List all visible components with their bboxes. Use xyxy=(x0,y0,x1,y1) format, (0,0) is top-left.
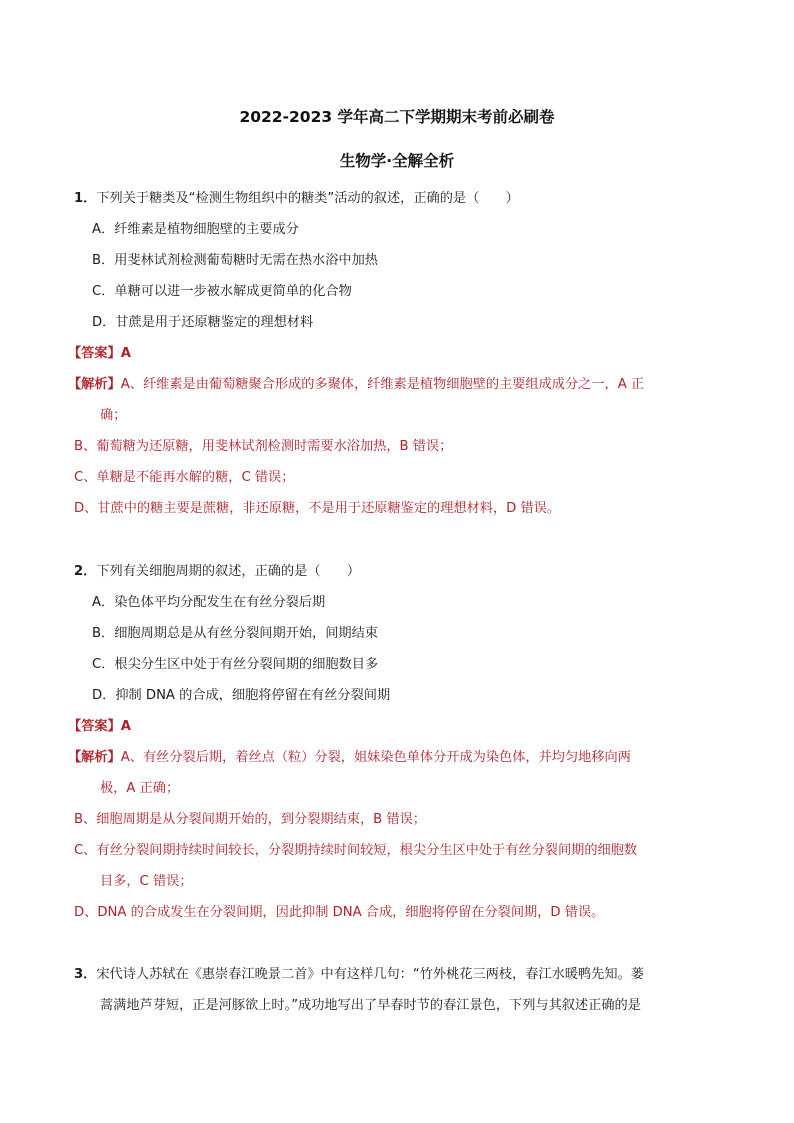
analysis-text: A、纤维素是由葡萄糖聚合形成的多聚体，纤维素是植物细胞壁的主要组成成分之一，A 正 xyxy=(120,377,645,392)
question-2-option-a: A．染色体平均分配发生在有丝分裂后期 xyxy=(92,595,326,610)
analysis-text: A、有丝分裂后期，着丝点（粒）分裂，姐妹染色单体分开成为染色体，并均匀地移向两 xyxy=(120,750,631,765)
question-2-option-b: B．细胞周期总是从有丝分裂间期开始，间期结束 xyxy=(92,626,378,641)
page-title: 2022-2023 学年高二下学期期末考前必刷卷 xyxy=(239,108,555,126)
answer-value: A xyxy=(120,346,131,361)
question-1-analysis-line-5: D、甘蔗中的糖主要是蔗糖，非还原糖，不是用于还原糖鉴定的理想材料，D 错误。 xyxy=(74,501,561,516)
analysis-label: 【解析】 xyxy=(68,377,121,392)
question-3-stem-line-1 xyxy=(74,963,644,982)
question-2-option-c: C．根尖分生区中处于有丝分裂间期的细胞数目多 xyxy=(92,657,379,672)
question-2-number: 2． xyxy=(74,564,97,579)
question-2-analysis-line-3: B、细胞周期是从分裂间期开始的，到分裂期结束，B 错误； xyxy=(74,812,426,827)
question-2-option-d: D．抑制 DNA 的合成，细胞将停留在有丝分裂间期 xyxy=(92,688,391,703)
question-2-answer xyxy=(68,715,131,734)
question-1-analysis-line-3: B、葡萄糖为还原糖，用斐林试剂检测时需要水浴加热，B 错误； xyxy=(74,439,453,454)
question-2-analysis-line-4: C、有丝分裂间期持续时间较长，分裂期持续时间较短，根尖分生区中处于有丝分裂间期的细胞数 xyxy=(74,843,638,858)
question-1-option-c: C．单糖可以进一步被水解成更简单的化合物 xyxy=(92,284,352,299)
question-1-answer xyxy=(68,342,131,361)
question-2-analysis-line-6: D、DNA 的合成发生在分裂间期，因此抑制 DNA 合成，细胞将停留在分裂间期，D 错误。 xyxy=(74,905,605,920)
page-subtitle: 生物学·全解全析 xyxy=(339,152,455,170)
question-1-option-a: A．纤维素是植物细胞壁的主要成分 xyxy=(92,222,299,237)
question-1-analysis-line-1 xyxy=(68,373,644,392)
question-2-analysis-line-5: 目多，C 错误； xyxy=(100,874,193,889)
analysis-label: 【解析】 xyxy=(68,750,121,765)
question-1-option-d: D．甘蔗是用于还原糖鉴定的理想材料 xyxy=(92,315,314,330)
answer-label: 【答案】 xyxy=(68,719,121,734)
question-2-stem xyxy=(74,560,360,579)
question-3-stem-line-2: 蒿满地芦芽短，正是河豚欲上时。”成功地写出了早春时节的春江景色，下列与其叙述正确的是 xyxy=(100,998,641,1013)
question-1-stem xyxy=(74,187,519,206)
question-3-number: 3． xyxy=(74,967,97,982)
answer-value: A xyxy=(120,719,131,734)
answer-label: 【答案】 xyxy=(68,346,121,361)
question-3-text: 宋代诗人苏轼在《惠崇春江晚景二首》中有这样几句：“竹外桃花三两枝，春江水暖鸭先知。蒌 xyxy=(96,967,644,982)
question-2-analysis-line-2: 极，A 正确； xyxy=(100,781,180,796)
question-1-number: 1． xyxy=(74,191,97,206)
question-1-text: 下列关于糖类及“检测生物组织中的糖类”活动的叙述，正确的是（ ） xyxy=(96,191,519,206)
question-1-option-b: B．用斐林试剂检测葡萄糖时无需在热水浴中加热 xyxy=(92,253,378,268)
question-1-analysis-line-2: 确； xyxy=(100,408,127,423)
question-2-text: 下列有关细胞周期的叙述，正确的是（ ） xyxy=(96,564,361,579)
question-2-analysis-line-1 xyxy=(68,746,631,765)
question-1-analysis-line-4: C、单糖是不能再水解的糖，C 错误； xyxy=(74,470,295,485)
